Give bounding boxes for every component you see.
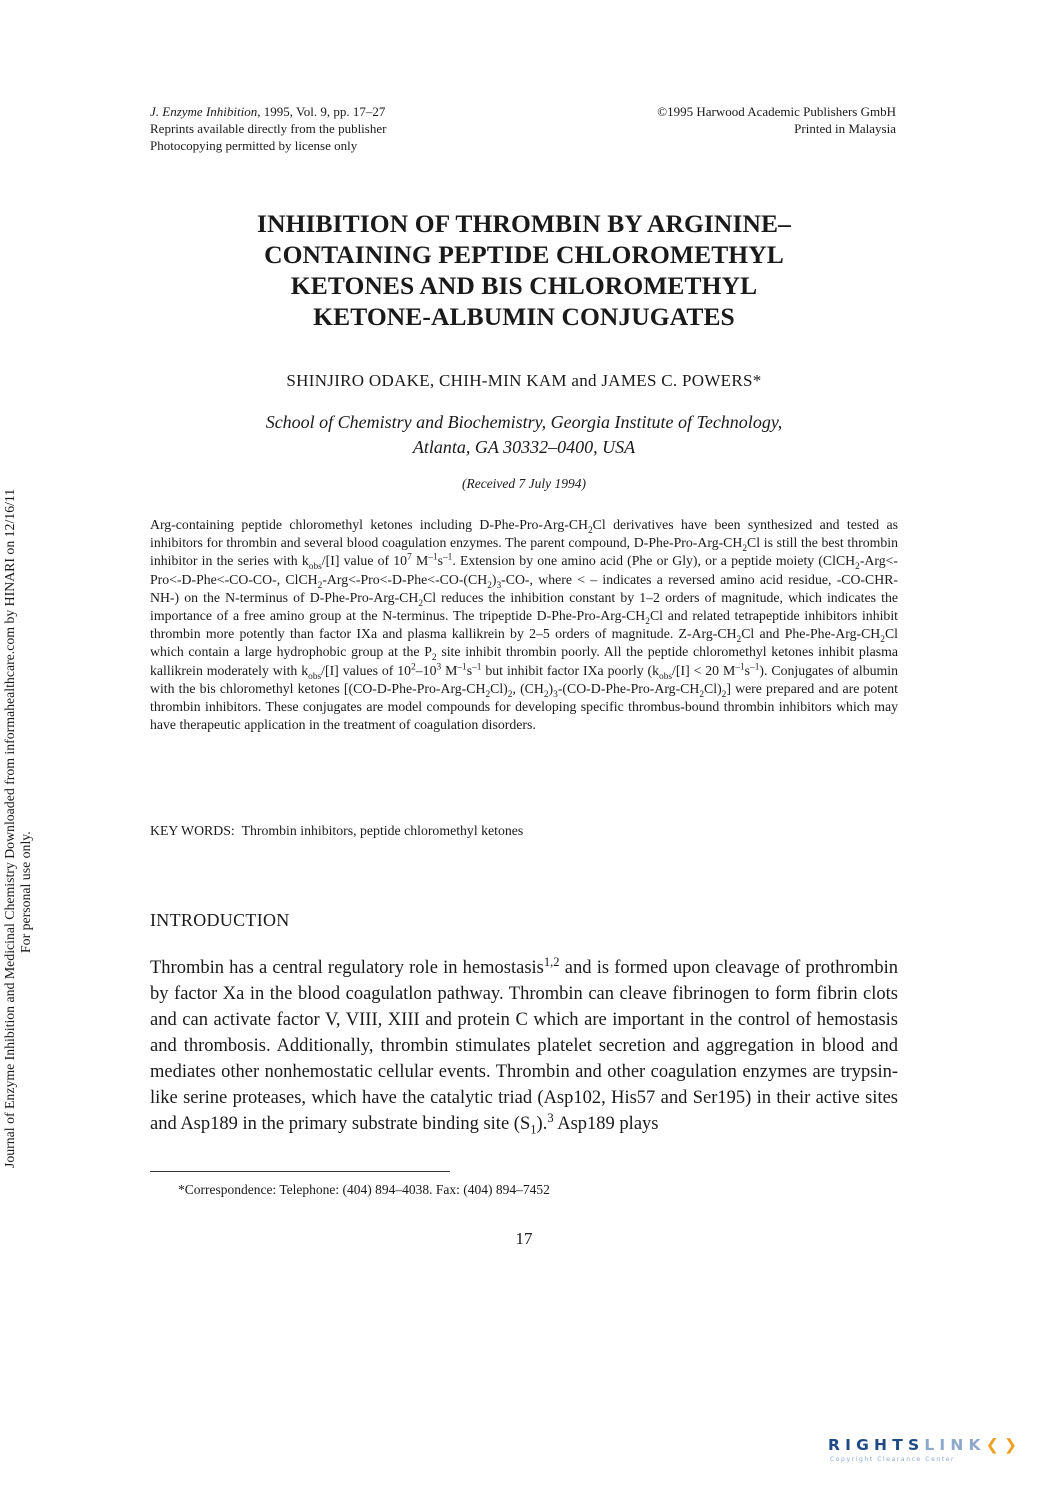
rightslink-logo[interactable] <box>828 1436 1028 1472</box>
keywords <box>150 823 898 839</box>
keywords-label: KEY WORDS: <box>150 823 235 838</box>
keywords-text: Thrombin inhibitors, peptide chloromethyl ketones <box>241 823 524 838</box>
page-number: 17 <box>515 1229 533 1248</box>
reprints-notice: Reprints available directly from the publisher <box>150 121 387 136</box>
authors: SHINJIRO ODAKE, CHIH-MIN KAM and JAMES C. POWERS* <box>286 371 762 390</box>
logo-subtitle: Copyright Clearance Center <box>830 1456 956 1463</box>
photocopying-notice: Photocopying permitted by license only <box>150 138 358 153</box>
printed-notice: Printed in Malaysia <box>794 121 896 136</box>
download-notice-vertical: Journal of Enzyme Inhibition and Medicinal Chemistry Downloaded from informahealthcare.com by HINARI on 12/16/11 For personal use only. <box>2 488 33 1168</box>
abstract: Arg-containing peptide chloromethyl ketones including $D-Phe-Pro-Arg-CH_2Cl$ derivatives have been synthesized and tested as inhibitors for thrombin and several blood coagulation enzymes. The parent compound, $D-Phe-Pro-Arg-CH_2Cl$ is still the best thrombin inhibitor in the series with $k_{obs}/[I]$ value of $10^7$ $M^{-1}s^{-1}$. Extension by one amino acid (Phe or Gly), or a peptide moiety (ClCH$_2$-Arg<-Pro<-D-Phe<-CO-CO-, $ClCH_2-Arg<-Pro<-D-Phe<-CO-(CH_2)_3-CO-$, where < – indicates a reversed amino acid residue, -CO-CHR-NH-) on the N-terminus of $D-Phe-Pro-Arg-CH_2Cl$ reduces the inhibition constant by 1–2 orders of magnitude, which indicates the importance of a free amino group at the N-terminus. The tripeptide $D-Phe-Pro-Arg-CH_2Cl$ and related tetrapeptide inhibitors inhibit thrombin more potently than factor IXa and plasma kallikrein by 2–5 orders of magnitude. $Z-Arg-CH_2Cl$ and Phe-$Phe-Arg-CH_2Cl$ which contain a large hydrophobic group at the $P_2$ site inhibit thrombin poorly. All the peptide chloromethyl ketones inhibit plasma kallikrein moderately with $k_{obs}/[I]$ values of $10^2-10^3$ $M^{-1}s^{-1}$ but inhibit factor IXa poorly ($k_{obs}/[I] < 20$ $M^{-1}s^{-1}$). Conjugates of albumin with the bis chloromethyl ketones [$(CO-D-Phe-Pro-Arg-CH_2Cl)_2$, $(CH_2)_3-(CO-D-Phe-Pro-Arg-CH_2Cl)_2$] were prepared and are potent thrombin inhibitors. These conjugates are model compounds for developing specific thrombus-bound thrombin inhibitors which may have therapeutic application in the treatment of coagulation disorders. <box>150 517 899 733</box>
footnote-rule <box>150 1171 450 1172</box>
affiliation: School of Chemistry and Biochemistry, Georgia Institute of Technology, Atlanta, GA 30332–0400, USA <box>265 412 783 457</box>
introduction-body: Thrombin has a central regulatory role in hemostasis$^{1,2}$ and is formed upon cleavage of prothrombin by factor Xa in the blood coagulatlon pathway. Thrombin can cleave fibrinogen to form fibrin clots and can activate factor V, VIII, XIII and protein C which are important in the control of hemostasis and thrombosis. Additionally, thrombin stimulates platelet secretion and aggregation in blood and mediates other nonhemostatic cellular events. Thrombin and other coagulation enzymes are trypsin-like serine proteases, which have the catalytic triad (Asp102, His57 and Ser195) in their active sites and Asp189 in the primary substrate binding site $(S_1).^3$ Asp189 plays <box>150 954 898 1137</box>
chevron-arrows-icon: ❮❯ <box>985 1436 1023 1454</box>
publisher-header <box>576 103 896 137</box>
paper-title: INHIBITION OF THROMBIN BY ARGININE– CONTAINING PEPTIDE CHLOROMETHYL KETONES AND BIS CHLOROMETHYL KETONE-ALBUMIN CONJUGATES <box>257 209 791 331</box>
journal-header <box>150 103 570 154</box>
section-heading-introduction: INTRODUCTION <box>150 910 290 930</box>
journal-citation: J. Enzyme Inhibition, 1995, Vol. 9, pp. 17–27 <box>150 104 386 119</box>
received-date: (Received 7 July 1994) <box>461 476 587 491</box>
logo-link-text: LINK <box>924 1436 986 1454</box>
copyright-notice: ©1995 Harwood Academic Publishers GmbH <box>657 104 896 119</box>
logo-rights-text: RIGHTS <box>828 1436 925 1454</box>
correspondence-footnote: *Correspondence: Telephone: (404) 894–4038. Fax: (404) 894–7452 <box>178 1182 550 1197</box>
